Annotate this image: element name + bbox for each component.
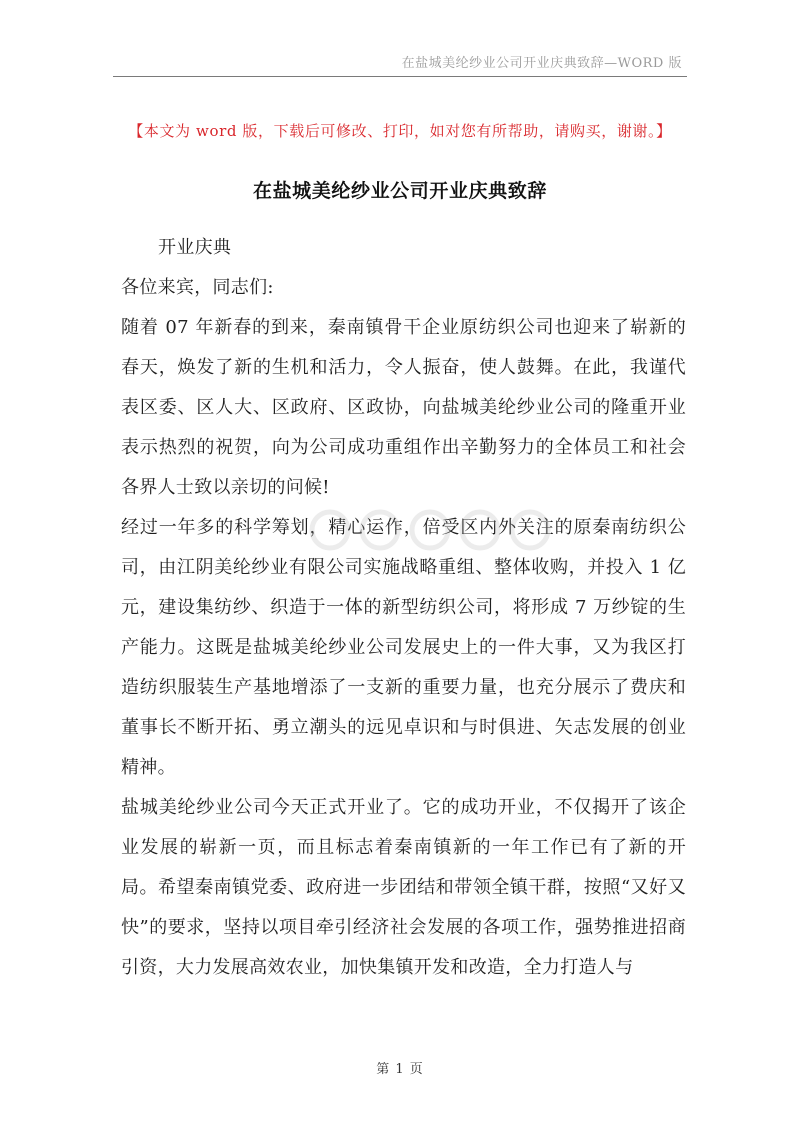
purchase-notice: 【本文为 word 版，下载后可修改、打印，如对您有所帮助，请购买，谢谢。】 [128,122,672,140]
header-divider [113,76,687,77]
document-title: 在盐城美纶纱业公司开业庆典致辞 [252,180,547,202]
paragraph: 随着 07 年新春的到来，秦南镇骨干企业原纺织公司也迎来了崭新的春天，焕发了新的生机和活力，令人振奋，使人鼓舞。在此，我谨代表区委、区人大、区政府、区政协，向盐城美纶纱业公司的隆重开业表示热烈的祝贺，向为公司成功重组作出辛勤努力的全体员工和社会各界人士致以亲切的问候! [121,317,686,498]
paragraph-subtitle: 开业庆典 [158,237,232,258]
document-body [121,228,686,988]
paragraph: 盐城美纶纱业公司今天正式开业了。它的成功开业，不仅揭开了该企业发展的崭新一页，而且标志着秦南镇新的一年工作已有了新的开局。希望秦南镇党委、政府进一步团结和带领全镇干群，按照“又好又快”的要求，坚持以项目牵引经济社会发展的各项工作，强势推进招商引资，大力发展高效农业，加快集镇开发和改造，全力打造人与 [121,797,686,978]
paragraph: 经过一年多的科学筹划，精心运作，倍受区内外关注的原秦南纺织公司，由江阴美纶纱业有限公司实施战略重组、整体收购，并投入 1 亿元，建设集纺纱、织造于一体的新型纺织公司，将形成 7 万纱锭的生产能力。这既是盐城美纶纱业公司发展史上的一件大事，又为我区打造纺织服装生产基地增添了一支新的重要力量，也充分展示了费庆和董事长不断开拓、勇立潮头的远见卓识和与时俱进、矢志发展的创业精神。 [121,517,686,778]
running-header: 在盐城美纶纱业公司开业庆典致辞—WORD 版 [401,56,682,71]
page-number: 第 1 页 [376,1062,424,1077]
paragraph-salutation: 各位来宾，同志们: [121,277,274,298]
